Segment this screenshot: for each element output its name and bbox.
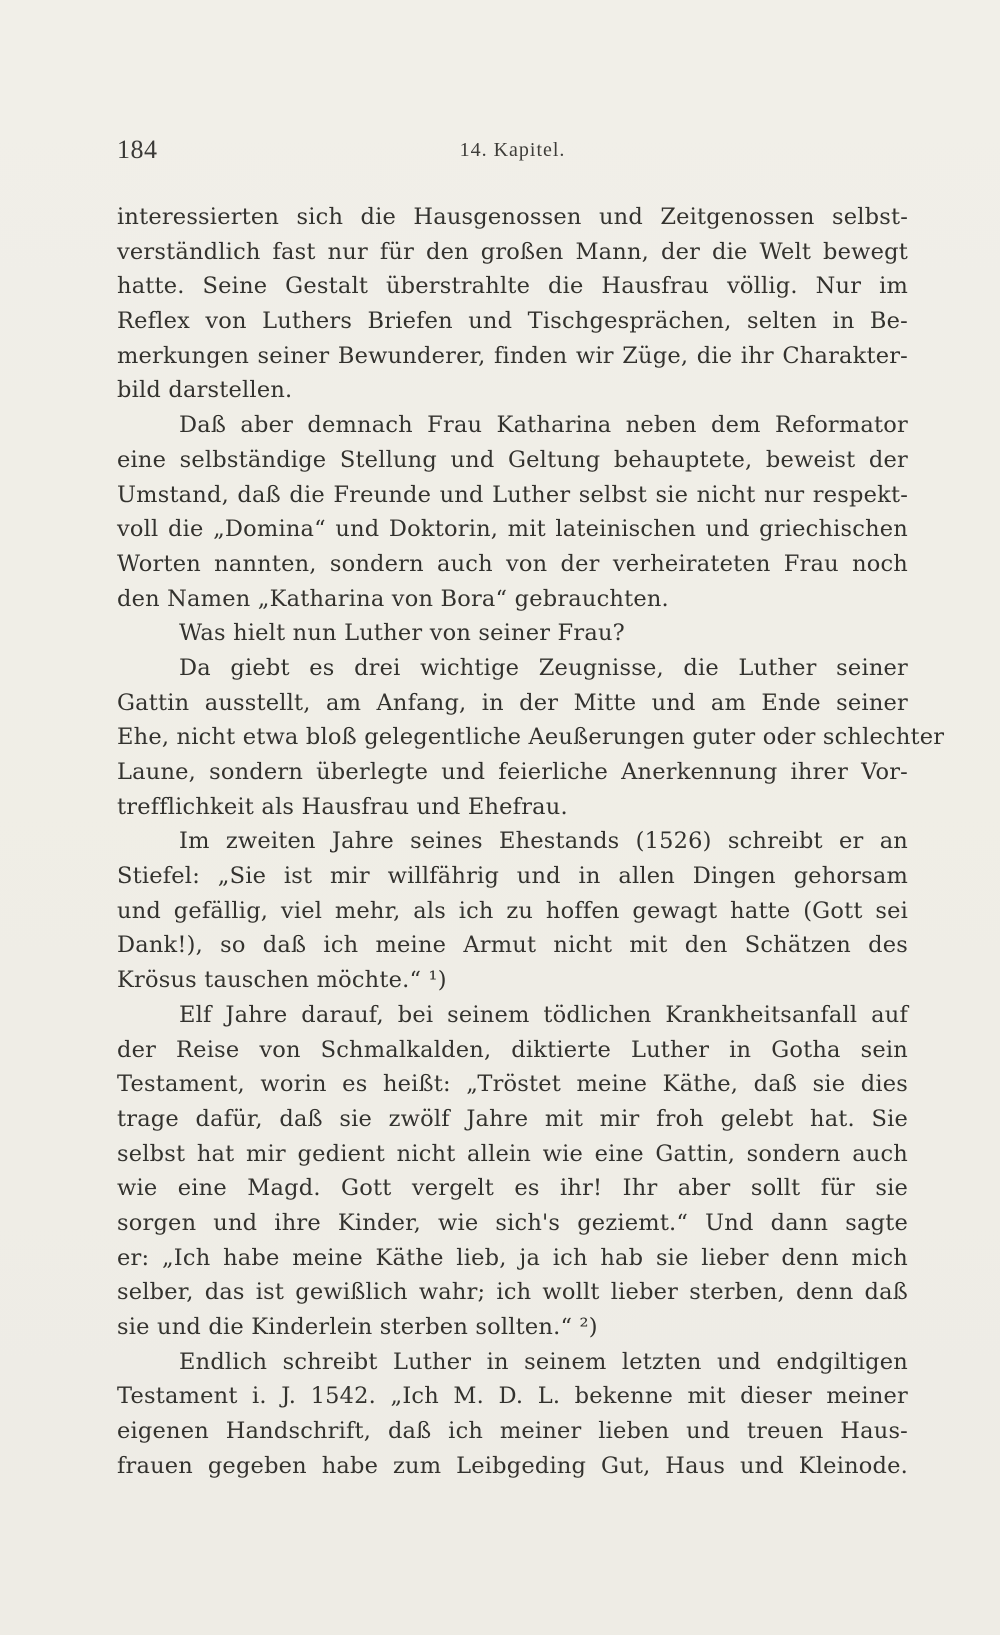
text-line: hatte. Seine Gestalt überstrahlte die Hausfrau völlig. Nur im — [117, 273, 908, 300]
text-line: Umstand, daß die Freunde und Luther selbst sie nicht nur respekt- — [117, 481, 908, 508]
text-line: Testament i. J. 1542. „Ich M. D. L. bekenne mit dieser meiner — [117, 1383, 908, 1410]
text-line: bild darstellen. — [117, 377, 293, 404]
text-line: Endlich schreibt Luther in seinem letzten und endgiltigen — [179, 1348, 908, 1375]
text-line: trefflichkeit als Hausfrau und Ehefrau. — [117, 793, 568, 820]
text-line: Stiefel: „Sie ist mir willfährig und in allen Dingen gehorsam — [117, 863, 908, 890]
text-line: und gefällig, viel mehr, als ich zu hoffen gewagt hatte (Gott sei — [117, 897, 908, 924]
body-text — [117, 200, 945, 1483]
text-line: Ehe, nicht etwa bloß gelegentliche Aeußerungen guter oder schlechter — [117, 724, 945, 751]
text-line: trage dafür, daß sie zwölf Jahre mit mir froh gelebt hat. Sie — [117, 1105, 908, 1132]
text-line: eigenen Handschrift, daß ich meiner lieben und treuen Haus- — [117, 1418, 908, 1445]
text-line: Gattin ausstellt, am Anfang, in der Mitte und am Ende seiner — [117, 689, 908, 716]
text-line: den Namen „Katharina von Bora“ gebrauchten. — [117, 585, 669, 612]
text-line: frauen gegeben habe zum Leibgeding Gut, Haus und Kleinode. — [117, 1452, 908, 1479]
text-line: er: „Ich habe meine Käthe lieb, ja ich hab sie lieber denn mich — [117, 1244, 908, 1271]
text-line: sorgen und ihre Kinder, wie sich's geziemt.“ Und dann sagte — [117, 1209, 908, 1236]
text-line: eine selbständige Stellung und Geltung behauptete, beweist der — [117, 446, 908, 473]
text-line: selber, das ist gewißlich wahr; ich wollt lieber sterben, denn daß — [117, 1279, 908, 1306]
text-line: interessierten sich die Hausgenossen und Zeitgenossen selbst- — [117, 204, 908, 230]
running-head: 14. Kapitel. — [459, 139, 566, 161]
text-line: Im zweiten Jahre seines Ehestands (1526) schreibt er an — [179, 828, 908, 855]
page-header — [117, 135, 908, 169]
text-line: voll die „Domina“ und Doktorin, mit lateinischen und griechischen — [117, 516, 908, 543]
text-line: merkungen seiner Bewunderer, finden wir Züge, die ihr Charakter- — [117, 342, 908, 369]
text-line: Elf Jahre darauf, bei seinem tödlichen Krankheitsanfall auf — [179, 1001, 908, 1028]
text-line: Worten nannten, sondern auch von der verheirateten Frau noch — [117, 550, 908, 577]
text-line: Da giebt es drei wichtige Zeugnisse, die Luther seiner — [179, 654, 908, 681]
text-line: verständlich fast nur für den großen Mann, der die Welt bewegt — [117, 238, 908, 265]
page-number: 184 — [117, 135, 158, 164]
text-line: Reflex von Luthers Briefen und Tischgesprächen, selten in Be- — [117, 308, 908, 335]
text-line: selbst hat mir gedient nicht allein wie eine Gattin, sondern auch — [117, 1140, 908, 1167]
text-line: wie eine Magd. Gott vergelt es ihr! Ihr aber sollt für sie — [117, 1175, 908, 1202]
text-line: Was hielt nun Luther von seiner Frau? — [179, 620, 625, 647]
text-line: sie und die Kinderlein sterben sollten.“ ²) — [117, 1314, 598, 1340]
text-line: Daß aber demnach Frau Katharina neben dem Reformator — [179, 412, 908, 439]
text-line: Testament, worin es heißt: „Tröstet meine Käthe, daß sie dies — [117, 1071, 908, 1098]
text-line: Dank!), so daß ich meine Armut nicht mit den Schätzen des — [117, 932, 908, 959]
text-line: Krösus tauschen möchte.“ ¹) — [117, 967, 447, 994]
text-line: Laune, sondern überlegte und feierliche Anerkennung ihrer Vor- — [117, 759, 908, 785]
text-line: der Reise von Schmalkalden, diktierte Luther in Gotha sein — [117, 1036, 908, 1063]
